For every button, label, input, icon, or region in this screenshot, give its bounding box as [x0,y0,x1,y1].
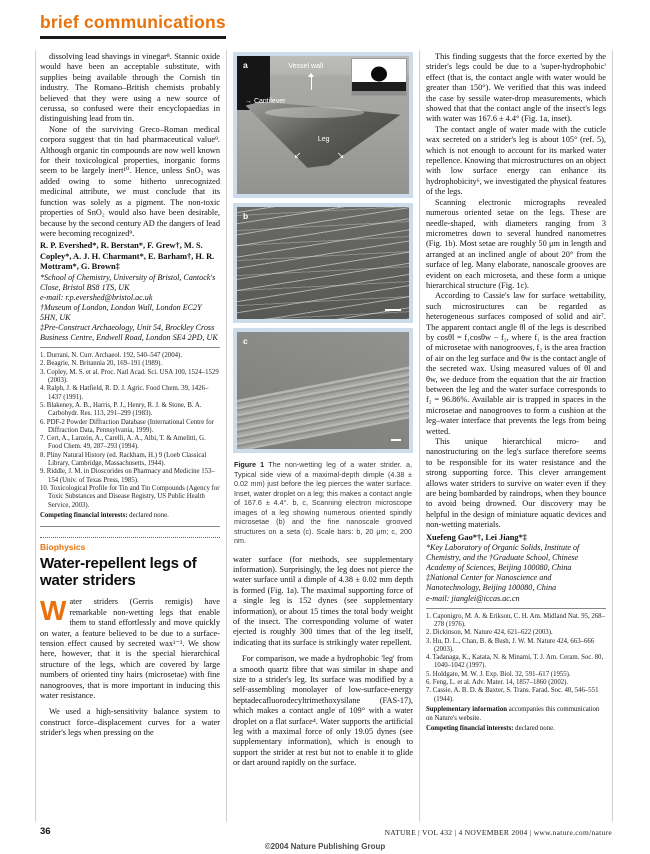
article1-affiliations [40,273,220,344]
body-paragraph: The contact angle of water made with the cuticle wax secreted on a strider's leg is about 105° (ref. 5), which is not enough to account for its marked water repellence. Knowing that microstructures on an object with low surface energy can enhance its hydrophobicity⁶, we investigated the physical features of the legs. [426,124,606,197]
affiliation-line: †Museum of London, London Wall, London EC2Y 5HN, UK [40,302,202,322]
article2-competing: Competing financial interests: declared none. [426,725,555,733]
article2-references [426,608,606,704]
right-arrow-icon: → [245,98,252,105]
sem-microsetae-image [237,207,409,319]
panel-letter-a: a [243,60,248,70]
column-rule [612,50,613,822]
leg-label: Leg [317,136,330,144]
article2-col2-body [233,555,413,769]
affiliation-line: e-mail: jianglei@iccas.ac.cn [426,593,520,603]
affiliation-line: *School of Chemistry, University of Bristol, Cantock's Close, Bristol BS8 1TS, UK [40,272,216,292]
page-title: brief communications [40,12,226,39]
leg-dimple-photo [237,56,409,194]
body-paragraph: None of the surviving Greco–Roman medical corpora suggest that tin had pharmaceutical value⁹. Although organic tin compounds are now well known for their toxicological properties, inorganic forms seem to be largely inert¹⁰. Hence, unless SnO₂ was added owing to some hitherto unrecognized medicinal attribute, we must conclude that its function was solely as a pigment. The non-toxic properties of SnO₂ would also have been desirable, because by the second century AD the dangers of lead were becoming recognized⁹. [40,124,220,238]
sem-nanogroove-image [237,332,409,449]
up-arrow-line [311,75,312,90]
article2-affiliations [426,543,606,604]
article-end-rule [40,526,220,527]
reference-item: 1. Caponigro, M. A. & Erikson, C. H. Am. Midland Nat. 95, 268–278 (1976). [426,612,605,628]
reference-item: 2. Dickinson, M. Nature 424, 621–622 (2003). [426,629,553,637]
affiliation-line: *Key Laboratory of Organic Solids, Institute of Chemistry, and the †Graduate School, Chinese Academy of Sciences, Beijing 100080, China [426,543,580,573]
intro-paragraph: Water striders (Gerris remigis) have remarkable non-wetting legs that enable them to stand effortlessly and move quickly on water, a feature believed to be due to a surface-tension effect caused by secreted wax¹⁻³. We show here, however, that it is the special hierarchical structure of the legs, which are covered by large numbers of oriented tiny hairs (microsetae) with fine nanogrooves, that is more important in inducing this water resistance. [40,595,220,701]
article1-competing: Competing financial interests: declared none. [40,511,169,519]
down-right-arrow-icon: ↘ [336,149,345,160]
reference-item: 7. Cassie, A. B. D. & Baxter, S. Trans. Farad. Soc. 40, 546–551 (1944). [426,687,599,703]
column-rule [35,50,36,822]
figure-panel-c [233,328,413,453]
copyright-line: ©2004 Nature Publishing Group [264,842,386,851]
body-paragraph: We used a high-sensitivity balance system to construct force–displacement curves for a water strider's legs when pressing on the [40,707,220,738]
article2-title: Water-repellent legs of water striders [40,555,197,590]
panel-letter-b: b [243,211,249,221]
reference-item: 3. Hu, D. L., Chan, B. & Bush, J. W. M. Nature 424, 663–666 (2003). [426,637,595,653]
article2-col3-body [426,52,606,531]
figure-panel-a [233,52,413,198]
section-label: Biophysics [40,537,220,552]
page-columns [40,52,606,822]
reference-item: 5. Blakeney, A. B., Harris, P. J., Henry, R. J. & Stone, B. A. Carbohydr. Res. 113, 291–299 (1983). [40,401,202,418]
reference-item: 6. Feng, L. et al. Adv. Mater. 14, 1857–1860 (2002). [426,679,569,687]
inset-substrate-base [352,91,406,95]
article1-body [40,52,220,239]
column-middle [233,52,413,822]
page-number: 36 [40,826,51,837]
column-left [40,52,220,822]
vessel-wall-label: Vessel wall [288,63,324,70]
article2-authors: Xuefeng Gao*†, Lei Jiang*‡ [426,532,527,542]
affiliation-line: ‡Pre-Construct Archaeology, Unit 54, Brockley Cross Business Centre, Endwell Road, London SE4 2PD, UK [40,323,218,343]
scale-bar [385,309,401,312]
journal-footer: NATURE | VOL 432 | 4 NOVEMBER 2004 | www.nature.com/nature [384,828,612,837]
panel-letter-c: c [243,336,248,346]
body-paragraph: This unique hierarchical micro- and nanostructuring on the leg's surface therefore seems to be responsible for its water resistance and the strong supporting force. This clever arrangement allows water striders to survive on water even if they are being bombarded by raindrops, when they bounce to avoid being drowned. Our discovery may be helpful in the design of miniature aquatic devices and non-wetting materials. [426,437,606,530]
body-paragraph: This finding suggests that the force exerted by the strider's legs could be due to a 'super-hydrophobic' effect (that is, the contact angle with water would be greater than 150°). We verified that this was indeed the case by sessile water-drop measurements, which showed that that the contact angle of the insect's legs with water was 167.6 ± 4.4° (Fig. 1a, inset). [426,52,606,124]
reference-item: 1. Durrani, N. Curr. Archaeol. 192, 540–547 (2004). [40,352,182,360]
body-paragraph: dissolving lead shavings in vinegar⁸. Stannic oxide would have been an acceptable substitute, with supplies being available through the Cornish tin industry. The Romano–British chemists probably believed that they were using a new source of cerussa, so confused were their encyclopaedias in distinguishing lead from tin. [40,52,220,124]
reference-item: 4. Tadanaga, K., Katata, N. & Minami, T. J. Am. Ceram. Soc. 80, 1040–1042 (1997). [426,654,604,670]
reference-item: 4. Ralph, J. & Hatfield, R. D. J. Agric. Food Chem. 39, 1426–1437 (1991). [40,385,209,401]
reference-item: 7. Cert, A., Lanzón, A., Carelli, A. A., Albi, T. & Amelitti, G. Food Chem. 49, 287–293 (1994). [40,435,206,451]
cantilever-label: → Cantilever [245,98,286,105]
supplementary-note: Supplementary information accompanies this communication on Nature's website. [426,705,600,722]
scale-bar [391,439,401,442]
body-paragraph: According to Cassie's law for surface wettability, such microstructures can be regarded as heterogeneous surfaces composed of solid and air⁷. The apparent contact angle θl of the legs is described by cosθl = f₁cosθw − f₂, where f₁ is the area fraction of microsetae with nanogrooves, f₂ is the area fraction of air on the leg surface and θw is the contact angle of the secreted wax. Using measured values of θl and θw, we deduce from the equation that the air fraction between the leg and the water surface corresponds to f₂ = 96.86%. Available air is trapped in spaces in the microsetae and nanogrooves to form a cushion at the leg–water interface that prevents the legs from being wetted. [426,291,606,436]
reference-item: 8. Pliny Natural History (ed. Rackham, H.) 9 (Loeb Classical Library, Cambridge, Massachusetts, 1944). [40,451,207,468]
body-paragraph: water surface (for methods, see supplementary information). Surprisingly, the leg does not pierce the water surface until a dimple of 4.38 ± 0.02 mm depth is formed (Fig. 1a). The maximal supporting force of a single leg is 152 dynes (see supplementary information), or about 15 times the total body weight of the insect. The corresponding volume of water ejected is roughly 300 times that of the leg itself, indicating that its surface is strikingly water repellent. [233,554,413,647]
reference-item: 2. Beagrie, N. Britannia 20, 169–191 (1989). [40,360,163,368]
reference-item: 5. Holdgate, M. W. J. Exp. Biol. 32, 591–617 (1955). [426,670,571,678]
grooved-seta-shape [237,363,409,449]
water-droplet-icon [371,67,387,82]
body-paragraph: Scanning electronic micrographs revealed numerous oriented setae on the legs. These are needle-shaped, with diameters ranging from 3 micrometres down to several hundred nanometres (Fig. 1b). Most setae are roughly 50 μm in length and arranged at an inclined angle of about 20° from the surface of leg. Many elaborate, nanoscale grooves are evident on each microseta, and these form a unique hierarchical structure (Fig. 1c). [426,197,606,290]
figure-panel-b [233,203,413,323]
down-left-arrow-icon: ↙ [293,149,302,160]
body-paragraph: For comparison, we made a hydrophobic 'leg' from a smooth quartz fibre that was similar in shape and size to a strider's leg. Its surface was modified by a self-assembling monolayer of low-surface-energy heptadecafluorodecyltrimethoxysilane (FAS-17), which makes a contact angle of 109° with a water droplet on a flat surface⁴. Water supports the artificial leg with a maximal force of only 19.05 dynes (see supplementary information), which is enough to support the strider at rest but not to enable it to glide or dart around rapidly on the surface. [233,654,413,768]
contact-angle-inset [351,58,407,96]
affiliation-line: ‡National Center for Nanoscience and Nanotechnology, Beijing 100080, China [426,573,557,593]
reference-item: 10. Toxicological Profile for Tin and Tin Compounds (Agency for Toxic Substances and Disease Registry, US Public Health Service, 2003). [40,484,220,509]
section-masthead [40,12,226,39]
figure-caption: Figure 1 The non-wetting leg of a water strider. a, Typical side view of a maximal-depth dimple (4.38 ± 0.02 mm) just before the leg pierces the water surface. Inset, water droplet on a leg; this makes a contact angle of 167.6 ± 4.4°. b, c, Scanning electron microscope images of a leg showing numerous oriented spindly microsetae (b) and the fine nanoscale grooved structures on a seta (c). Scale bars: b, 20 μm; c, 200 nm. [234,460,412,545]
drop-cap: W [40,595,67,627]
article1-authors: R. P. Evershed*, R. Berstan*, F. Grew†, M. S. Copley*, A. J. H. Charmant*, E. Barham†, H. R. Mottram*, G. Brown‡ [40,241,215,272]
reference-item: 9. Riddle, J. M. in Dioscorides on Pharmacy and Medicine 153–154 (Univ. of Texas Press, 1985). [40,468,215,484]
article1-references [40,347,220,510]
reference-item: 3. Copley, M. S. et al. Proc. Natl Acad. Sci. USA 100, 1524–1529 (2003). [40,368,219,385]
affiliation-line: e-mail: r.p.evershed@bristol.ac.uk [40,292,153,302]
reference-item: 6. PDF-2 Powder Diffraction Database (International Centre for Diffraction Data, Pennsylvania, 1999). [40,418,214,434]
column-right [426,52,606,822]
